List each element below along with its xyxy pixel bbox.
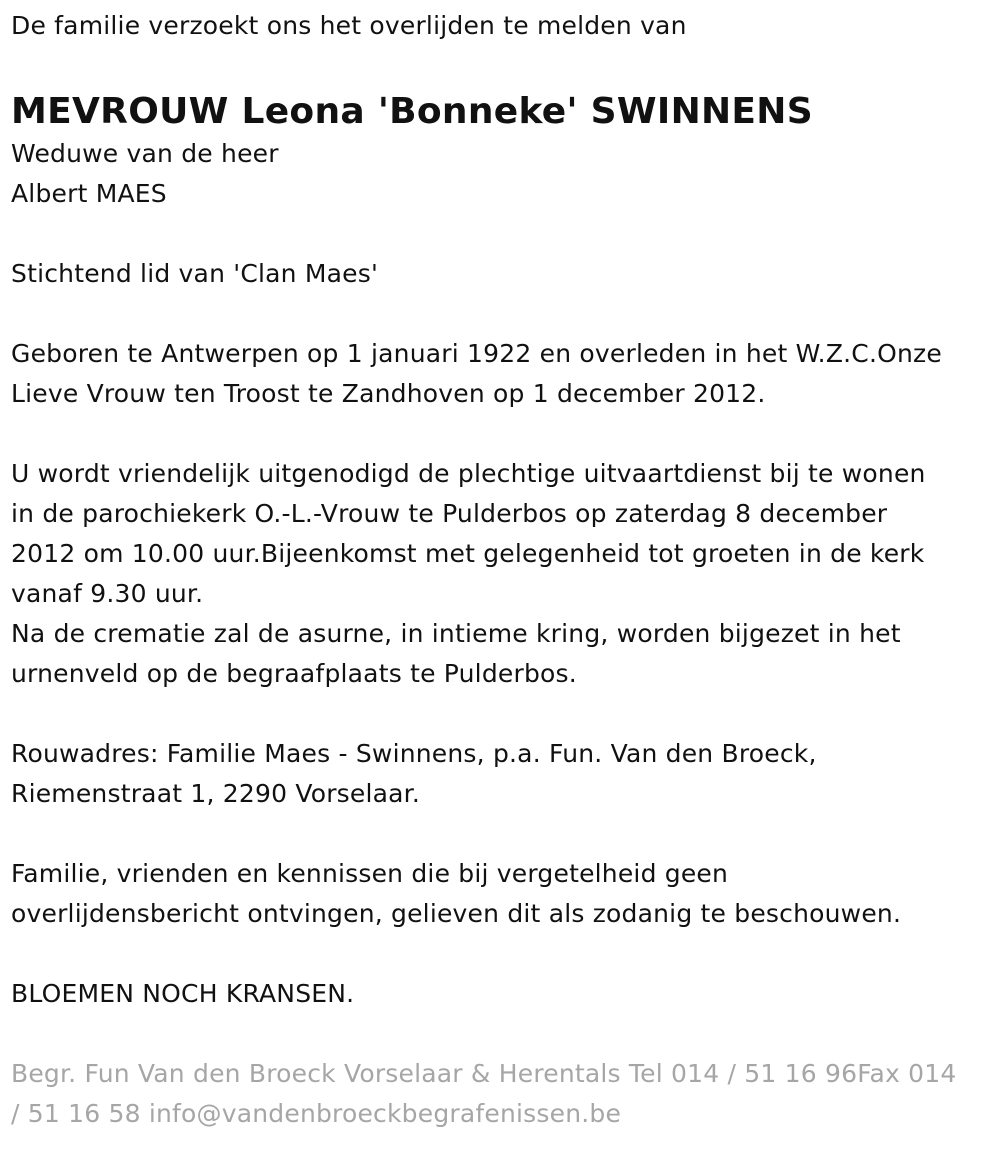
flowers-text: BLOEMEN NOCH KRANSEN. bbox=[11, 979, 355, 1008]
deceased-name: MEVROUW Leona 'Bonneke' SWINNENS bbox=[11, 91, 813, 132]
spacer bbox=[11, 934, 986, 974]
birth-death-line-2: Lieve Vrouw ten Troost te Zandhoven op 1 december 2012. bbox=[11, 379, 766, 408]
spouse-line-2: Albert MAES bbox=[11, 179, 167, 208]
spacer bbox=[11, 694, 986, 734]
footer-line-2: / 51 16 58 info@vandenbroeckbegrafenissen.be bbox=[11, 1099, 622, 1128]
membership-text: Stichtend lid van 'Clan Maes' bbox=[11, 259, 379, 288]
spacer bbox=[11, 1014, 986, 1054]
spacer bbox=[11, 414, 986, 454]
spacer bbox=[11, 294, 986, 334]
spouse-line-1: Weduwe van de heer bbox=[11, 139, 279, 168]
service-line-3: 2012 om 10.00 uur.Bijeenkomst met gelegenheid tot groeten in de kerk bbox=[11, 539, 925, 568]
service-line-2: in de parochiekerk O.-L.-Vrouw te Pulderbos op zaterdag 8 december bbox=[11, 499, 888, 528]
notice-line-1: Familie, vrienden en kennissen die bij vergetelheid geen bbox=[11, 859, 729, 888]
address-line-1: Rouwadres: Familie Maes - Swinnens, p.a. Fun. Van den Broeck, bbox=[11, 739, 817, 768]
spacer bbox=[11, 814, 986, 854]
birth-death-line-1: Geboren te Antwerpen op 1 januari 1922 en overleden in het W.Z.C.Onze bbox=[11, 339, 942, 368]
spacer bbox=[11, 214, 986, 254]
intro-text: De familie verzoekt ons het overlijden te melden van bbox=[11, 11, 687, 40]
notice-line-2: overlijdensbericht ontvingen, gelieven dit als zodanig te beschouwen. bbox=[11, 899, 902, 928]
cremation-line-2: urnenveld op de begraafplaats te Pulderbos. bbox=[11, 659, 577, 688]
footer-line-1: Begr. Fun Van den Broeck Vorselaar & Herentals Tel 014 / 51 16 96Fax 014 bbox=[11, 1059, 957, 1088]
service-line-1: U wordt vriendelijk uitgenodigd de plechtige uitvaartdienst bij te wonen bbox=[11, 459, 926, 488]
service-line-4: vanaf 9.30 uur. bbox=[11, 579, 204, 608]
address-line-2: Riemenstraat 1, 2290 Vorselaar. bbox=[11, 779, 420, 808]
cremation-line-1: Na de crematie zal de asurne, in intieme kring, worden bijgezet in het bbox=[11, 619, 901, 648]
